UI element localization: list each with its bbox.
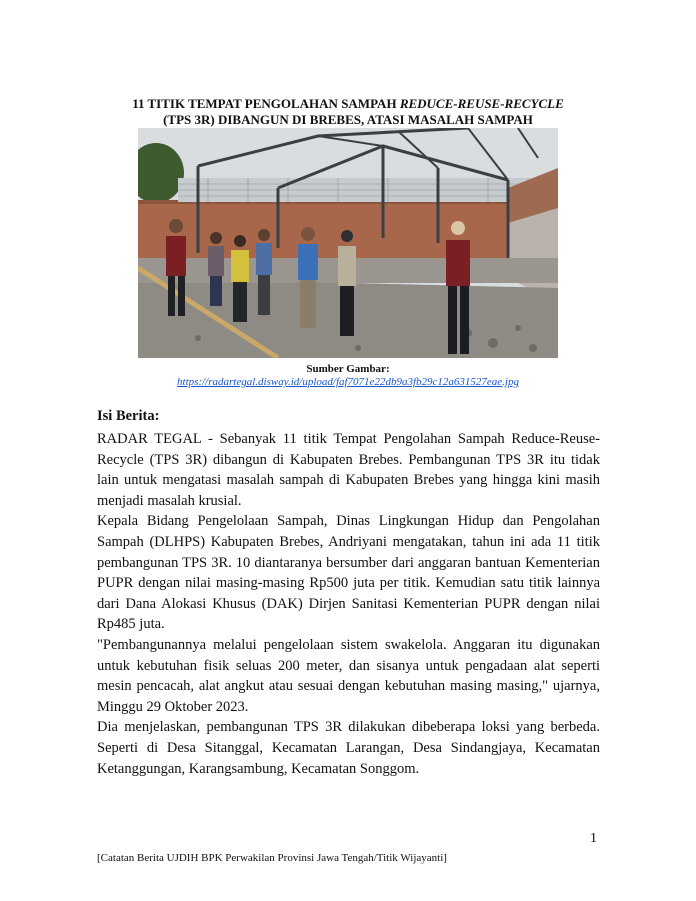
paragraph-4: Dia menjelaskan, pembangunan TPS 3R dilakukan dibeberapa loksi yang berbeda. Seperti di Desa Sitanggal, Kecamatan Larangan, Desa Sindangjaya, Kecamatan Ketanggungan, Karangsambung, Kecamatan Songgom. — [97, 719, 600, 777]
paragraph-2: Kepala Bidang Pengelolaan Sampah, Dinas Lingkungan Hidup dan Pengolahan Sampah (DLHPS) Kabupaten Brebes, Andriyani mengatakan, tahun ini ada 11 titik pembangunan TPS 3R. 10 diantaranya bersumber dari anggaran bantuan Kementerian PUPR dengan nilai masing-masing Rp500 juta per titik. Kemudian satu titik lainnya dari Dana Alokasi Khusus (DAK) Dirjen Sanitasi Kementerian PUPR dengan nilai Rp485 juta. — [97, 513, 600, 633]
article-title — [90, 96, 606, 128]
title-line-1-text: 11 TITIK TEMPAT PENGOLAHAN SAMPAH — [132, 96, 400, 111]
image-source-link[interactable]: https://radartegal.disway.id/upload/faf7071e22db9a3fb29c12a631527eae.jpg — [177, 376, 519, 388]
article-photo — [138, 128, 558, 358]
title-line-1-italic: REDUCE-REUSE-RECYCLE — [399, 96, 564, 111]
paragraph-3: "Pembangunannya melalui pengelolaan sistem swakelola. Anggaran itu digunakan untuk kebutuhan fisik seluas 200 meter, dan sisanya untuk pengadaan alat seperti mesin pencacah, alat angkut atau sesuai dengan kebutuhan masing masing," ujarnya, Minggu 29 Oktober 2023. — [97, 636, 600, 715]
article-body — [97, 429, 600, 779]
title-line-1 — [90, 96, 606, 112]
paragraph-1: RADAR TEGAL - Sebanyak 11 titik Tempat Pengolahan Sampah Reduce-Reuse-Recycle (TPS 3R) dibangun di Kabupaten Brebes. Pembangunan TPS 3R itu tidak lain untuk mengatasi masalah sampah di Kabupaten Brebes yang hingga kini masih menjadi masalah krusial. — [97, 431, 600, 509]
title-line-2: (TPS 3R) DIBANGUN DI BREBES, ATASI MASALAH SAMPAH — [163, 112, 533, 127]
section-heading: Isi Berita: — [97, 408, 160, 424]
image-caption-label: Sumber Gambar: — [306, 363, 390, 375]
page-footer: [Catatan Berita UJDIH BPK Perwakilan Provinsi Jawa Tengah/Titik Wijayanti] — [97, 852, 447, 864]
page-number: 1 — [590, 831, 597, 846]
